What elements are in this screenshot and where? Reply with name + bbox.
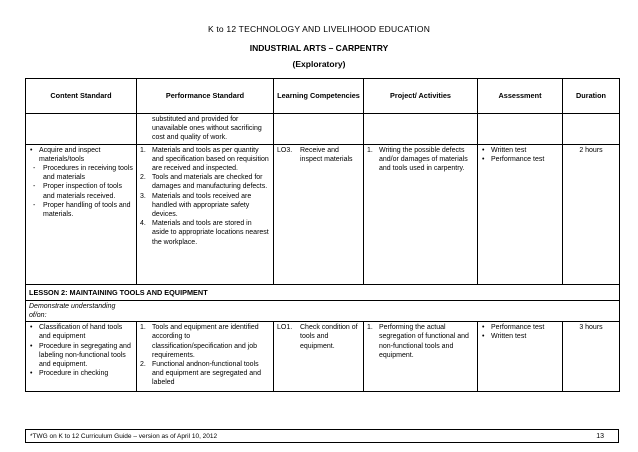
table-cell [364,144,478,284]
table-cell [478,322,563,392]
assessment-item: • Performance test [481,155,559,164]
page-number: 13 [596,433,604,440]
table-cell [478,114,563,145]
lesson-row [26,284,620,300]
table-row [26,144,620,284]
table-cell [274,114,364,145]
performance-item: 1. Tools and equipment are identified according to classification/specification and job requirements. [140,324,259,359]
footer-note: *TWG on K to 12 Curriculum Guide – version as of April 10, 2012 [30,433,218,440]
performance-item: 2. Functional andnon-functional tools and equipment are segregated and labeled [140,361,261,387]
table-cell [137,322,274,392]
project-item: 1. Performing the actual segregation of functional and non-functional tools and equipment. [367,324,469,359]
duration-cell: 3 hours [563,322,620,392]
column-header-duration: Duration [563,79,620,114]
document-subtitle: (Exploratory) [292,59,346,69]
table-cell [274,144,364,284]
table-cell [26,144,137,284]
content-item: • Acquire and inspect materials/tools [29,146,133,164]
assessment-item: • Written test [481,146,559,155]
lesson-title: LESSON 2: MAINTAINING TOOLS AND EQUIPMENT [26,284,620,300]
table-cell [274,322,364,392]
assessment-item: • Written test [481,332,559,341]
column-header-project-activities: Project/ Activities [364,79,478,114]
page-footer [25,429,619,443]
column-header-learning-competencies: Learning Competencies [274,79,364,114]
table-row [26,114,620,145]
performance-item: 3. Materials and tools received are handled with appropriate safety devices. [140,192,252,219]
content-subitem: - Procedures in receiving tools and materials [29,164,133,182]
content-subitem: - Proper inspection of tools and materials received. [29,182,133,200]
content-item: • Procedure in checking [29,369,133,378]
table-cell [137,114,274,145]
table-row [26,300,620,321]
learning-outcome: LO3. Receive and inspect materials [277,146,353,163]
project-item: 1. Writing the possible defects and/or damages of materials and tools used in carpentry. [367,146,468,173]
content-subitem: - Proper handling of tools and materials. [29,201,133,219]
document-subject-title: INDUSTRIAL ARTS – CARPENTRY [249,43,389,53]
performance-item: 2. Tools and materials are checked for damages and manufacturing defects. [140,174,268,191]
column-header-content-standard: Content Standard [26,79,137,114]
performance-item: 1. Materials and tools as per quantity and specification based on requisition are received and inspected. [140,146,269,173]
table-header-row [26,79,620,114]
table-cell [364,114,478,145]
table-cell [478,144,563,284]
performance-item: 4. Materials and tools are stored in aside to appropriate locations nearest the workplace. [140,220,269,246]
demonstrate-understanding: Demonstrate understanding of/on: [26,300,620,321]
document-header-title: K to 12 TECHNOLOGY AND LIVELIHOOD EDUCATION [207,24,431,34]
table-cell [26,114,137,145]
table-row [26,322,620,392]
table-cell [364,322,478,392]
table-cell [137,144,274,284]
column-header-assessment: Assessment [478,79,563,114]
curriculum-table [25,78,620,392]
learning-outcome: LO1. Check condition of tools and equipment. [277,324,358,350]
content-item: • Procedure in segregating and labeling non-functional tools and equipment. [29,342,133,370]
table-cell [563,114,620,145]
column-header-performance-standard: Performance Standard [137,79,274,114]
assessment-item: • Performance test [481,323,559,332]
table-cell [26,322,137,392]
content-item: • Classification of hand tools and equipment [29,323,133,341]
duration-cell: 2 hours [563,144,620,284]
performance-continuation: substituted and provided for unavailable ones without sacrificing cost and quality of work. [152,116,262,142]
